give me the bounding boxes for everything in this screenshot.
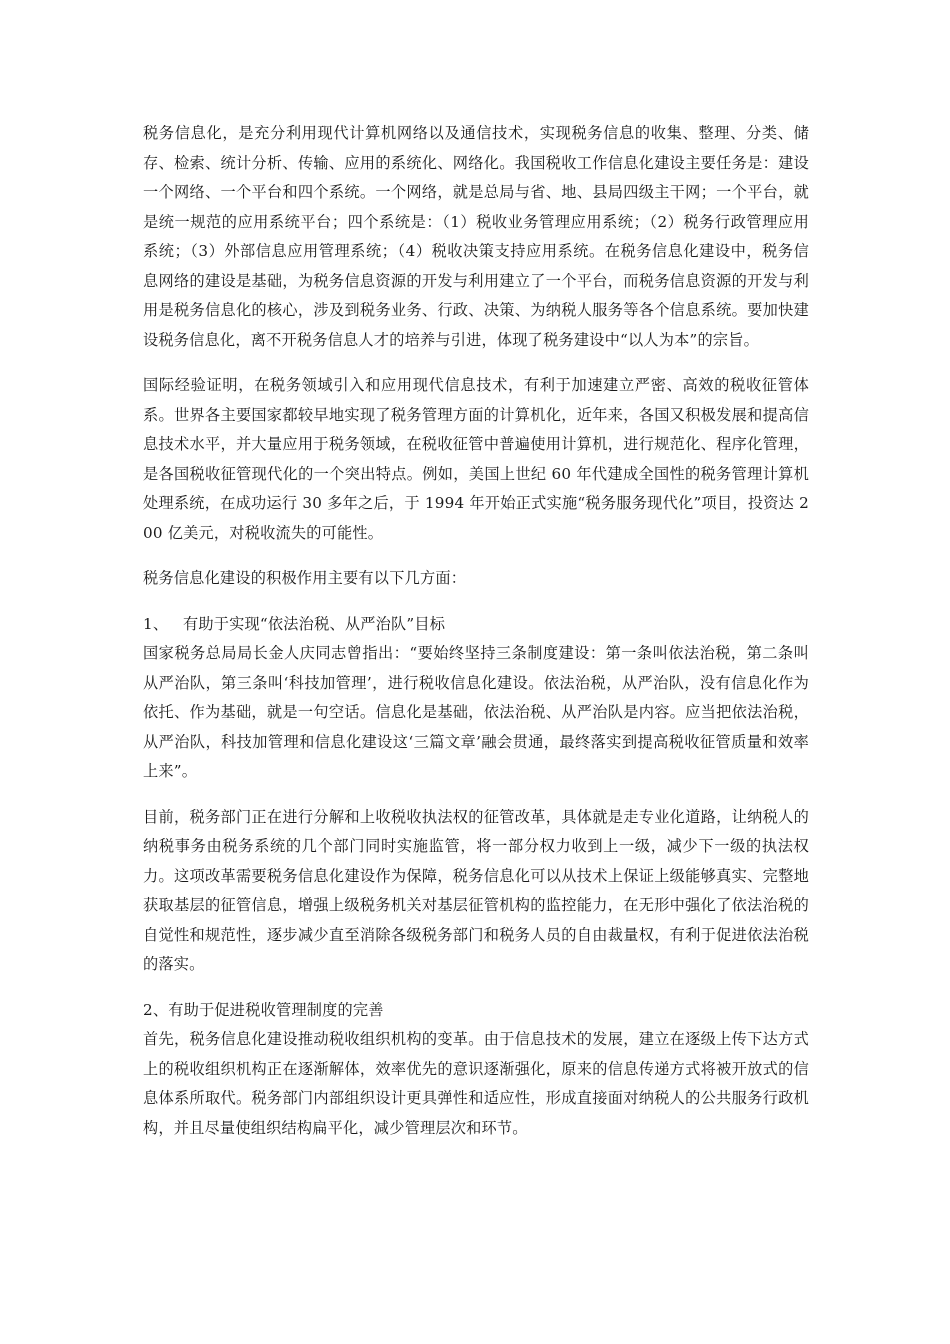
section-heading-1-number: 1、 bbox=[143, 614, 169, 633]
section-heading-2: 2、有助于促进税收管理制度的完善 bbox=[143, 1000, 384, 1019]
section-heading-1 bbox=[143, 610, 809, 640]
paragraph-director-quote: 国家税务总局局长金人庆同志曾指出：“要始终坚持三条制度建设：第一条叫依法治税，第二条叫从严治队，第三条叫‘科技加管理’，进行税收信息化建设。依法治税，从严治队，没有信息化作为依托、作为基础，就是一句空话。信息化是基础，依法治税、从严治队是内容。应当把依法治税，从严治队，科技加管理和信息化建设这‘三篇文章’融会贯通，最终落实到提高税收征管质量和效率上来”。 bbox=[143, 644, 809, 780]
paragraph-enforcement-reform: 目前，税务部门正在进行分解和上收税收执法权的征管改革，具体就是走专业化道路，让纳税人的纳税事务由税务系统的几个部门同时实施监管，将一部分权力收到上一级，减少下一级的执法权力。这项改革需要税务信息化建设作为保障，税务信息化可以从技术上保证上级能够真实、完整地获取基层的征管信息，增强上级税务机关对基层征管机构的监控能力，在无形中强化了依法治税的自觉性和规范性，逐步减少直至消除各级税务部门和税务人员的自由裁量权，有利于促进依法治税的落实。 bbox=[143, 807, 809, 973]
document-body bbox=[143, 119, 809, 1143]
section-heading-1-text: 有助于实现“依法治税、从严治队”目标 bbox=[183, 614, 446, 633]
paragraph-positive-effects-lead: 税务信息化建设的积极作用主要有以下几方面： bbox=[143, 569, 467, 587]
paragraph-international-experience: 国际经验证明，在税务领域引入和应用现代信息技术，有利于加速建立严密、高效的税收征管体系。世界各主要国家都较早地实现了税务管理方面的计算机化，近年来，各国又积极发展和提高信息技术水平，并大量应用于税务领域，在税收征管中普遍使用计算机，进行规范化、程序化管理，是各国税收征管现代化的一个突出特点。例如，美国上世纪 60 年代建成全国性的税务管理计算机处理系统，在成功运行 30 多年之后，于 1994 年开始正式实施“税务服务现代化”项目，投资达 200 亿美元，对税收流失的可能性。 bbox=[143, 376, 809, 542]
paragraph-organization-reform: 首先，税务信息化建设推动税收组织机构的变革。由于信息技术的发展，建立在逐级上传下达方式上的税收组织机构正在逐渐解体，效率优先的意识逐渐强化，原来的信息传递方式将被开放式的信息体系所取代。税务部门内部组织设计更具弹性和适应性，形成直接面对纳税人的公共服务行政机构，并且尽量使组织结构扁平化，减少管理层次和环节。 bbox=[143, 1030, 809, 1137]
paragraph-intro: 税务信息化，是充分利用现代计算机网络以及通信技术，实现税务信息的收集、整理、分类、储存、检索、统计分析、传输、应用的系统化、网络化。我国税收工作信息化建设主要任务是：建设一个网络、一个平台和四个系统。一个网络，就是总局与省、地、县局四级主干网；一个平台，就是统一规范的应用系统平台；四个系统是：（1）税收业务管理应用系统；（2）税务行政管理应用系统；（3）外部信息应用管理系统；（4）税收决策支持应用系统。在税务信息化建设中，税务信息网络的建设是基础，为税务信息资源的开发与利用建立了一个平台，而税务信息资源的开发与利用是税务信息化的核心，涉及到税务业务、行政、决策、为纳税人服务等各个信息系统。要加快建设税务信息化，离不开税务信息人才的培养与引进，体现了税务建设中“以人为本”的宗旨。 bbox=[143, 124, 809, 349]
